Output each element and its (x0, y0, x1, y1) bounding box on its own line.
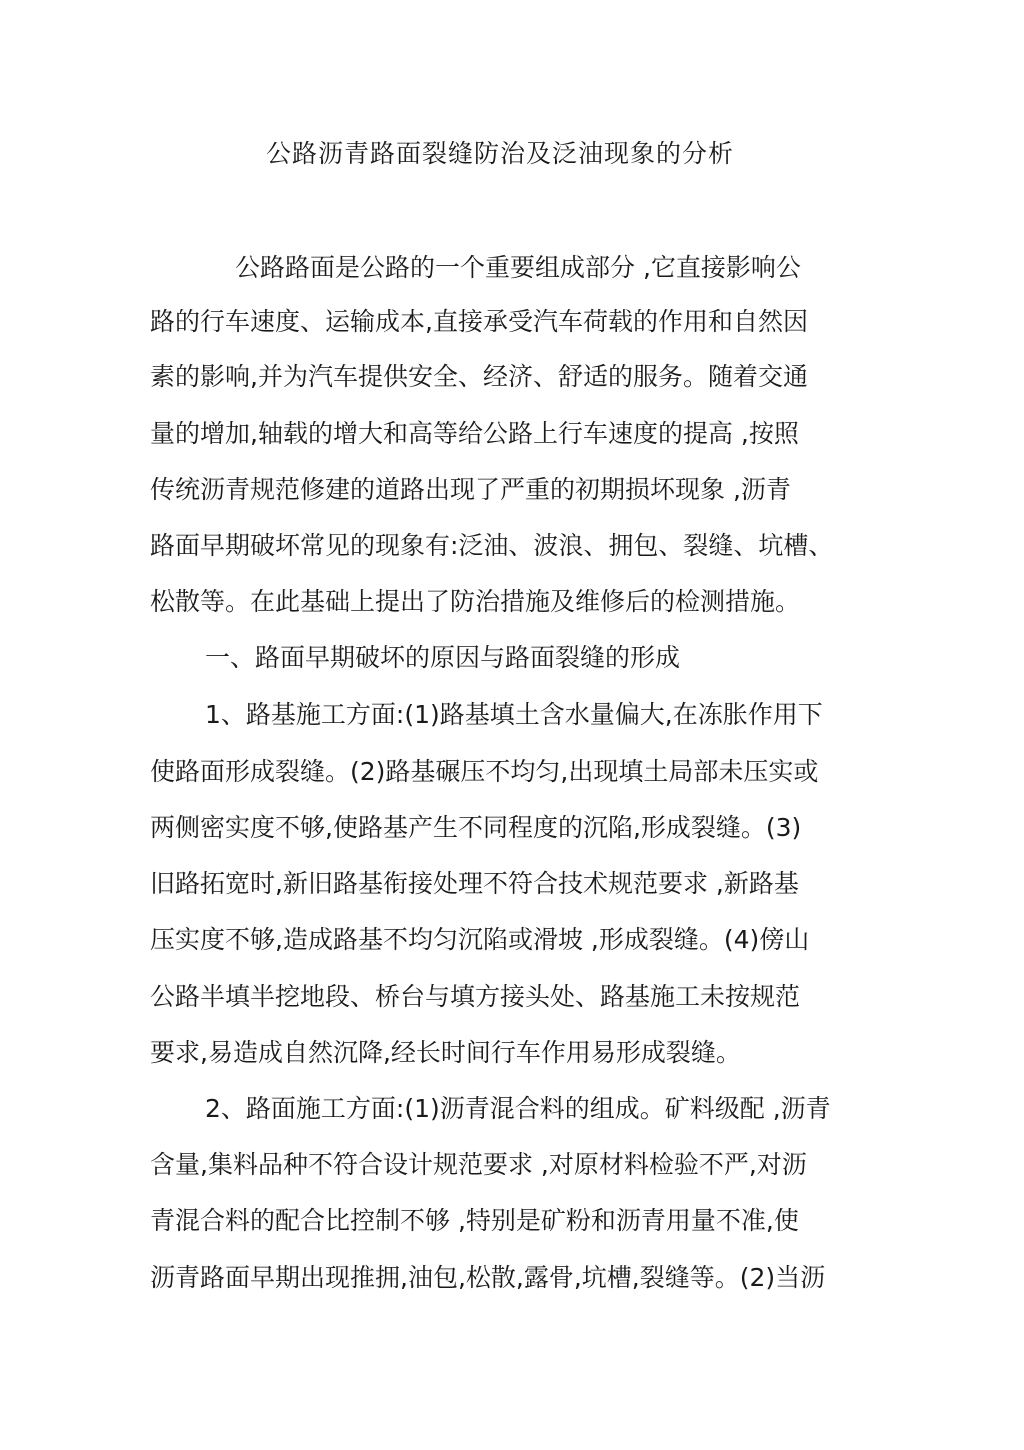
paragraph-line: 使路面形成裂缝。(2)路基碾压不均匀,出现填土局部未压实或 (150, 757, 819, 786)
section-heading: 一、路面早期破坏的原因与路面裂缝的形成 (205, 643, 681, 672)
paragraph-line: 路面早期破坏常见的现象有:泛油、波浪、拥包、裂缝、坑槽、 (150, 531, 834, 560)
paragraph-line: 两侧密实度不够,使路基产生不同程度的沉陷,形成裂缝。(3) (150, 813, 802, 842)
paragraph-line: 量的增加,轴载的增大和高等给公路上行车速度的提高 ,按照 (150, 419, 799, 448)
paragraph-line: 压实度不够,造成路基不均匀沉陷或滑坡 ,形成裂缝。(4)傍山 (150, 925, 810, 954)
paragraph-line: 公路半填半挖地段、桥台与填方接头处、路基施工未按规范 (150, 982, 801, 1011)
paragraph-line: 传统沥青规范修建的道路出现了严重的初期损坏现象 ,沥青 (150, 475, 791, 504)
paragraph-line: 2、路面施工方面:(1)沥青混合料的组成。矿料级配 ,沥青 (205, 1094, 831, 1123)
paragraph-line: 公路路面是公路的一个重要组成部分 ,它直接影响公 (235, 253, 801, 282)
paragraph-line: 要求,易造成自然沉降,经长时间行车作用易形成裂缝。 (150, 1038, 741, 1067)
paragraph-line: 青混合料的配合比控制不够 ,特别是矿粉和沥青用量不准,使 (150, 1206, 799, 1235)
document-title: 公路沥青路面裂缝防治及泛油现象的分析 (265, 139, 734, 168)
paragraph-line: 素的影响,并为汽车提供安全、经济、舒适的服务。随着交通 (150, 362, 808, 391)
paragraph-line: 旧路拓宽时,新旧路基衔接处理不符合技术规范要求 ,新路基 (150, 869, 799, 898)
paragraph-line: 沥青路面早期出现推拥,油包,松散,露骨,坑槽,裂缝等。(2)当沥 (150, 1263, 826, 1292)
paragraph-line: 路的行车速度、运输成本,直接承受汽车荷载的作用和自然因 (150, 307, 808, 336)
paragraph-line: 1、路基施工方面:(1)路基填土含水量偏大,在冻胀作用下 (205, 700, 823, 729)
paragraph-line: 含量,集料品种不符合设计规范要求 ,对原材料检验不严,对沥 (150, 1150, 807, 1179)
paragraph-line: 松散等。在此基础上提出了防治措施及维修后的检测措施。 (150, 587, 801, 616)
